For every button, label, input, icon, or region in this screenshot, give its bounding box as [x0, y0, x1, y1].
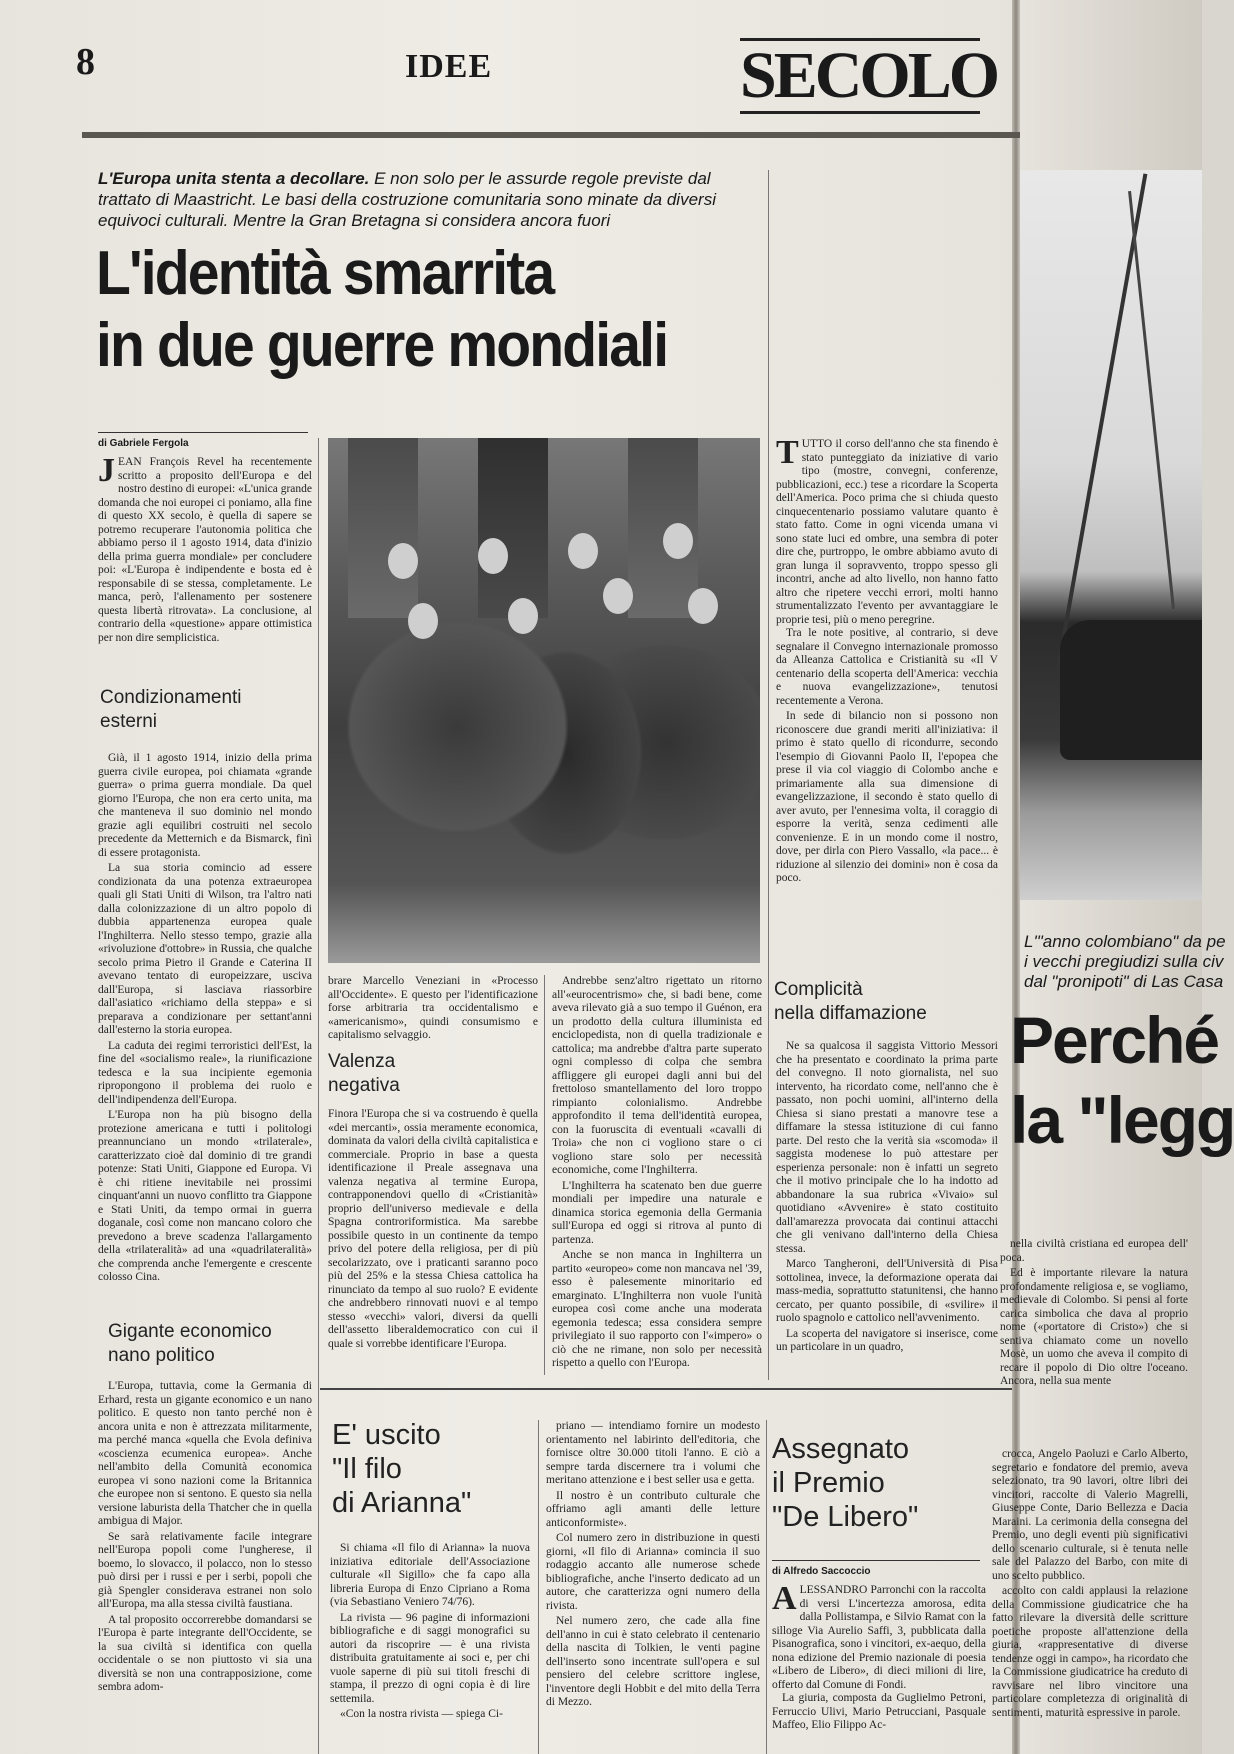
next-page-body: nella civiltà cristiana ed europea dell' poca. Ed è importante rilevare la natura profondamente religiosa e, se vogliamo, medievale di Colombo. Si pensi al forte carica simbolica che dava al proprio nome («portatore di Cristo») che si sentiva chiamato come un novello Mosè, un uomo che aveva il compito di recare il popolo di Dio oltre l'oceano. Ancora, nella sua mente [1000, 1238, 1188, 1387]
section-title: IDEE [405, 48, 493, 85]
column-2-top: brare Marcello Veneziani in «Processo all'Occidente». E questo per l'identificazione forse arbitraria tra occidentalismo e «americanismo», quindi consumismo e capitalismo selvaggio. [328, 975, 538, 1041]
page-number: 8 [76, 41, 95, 83]
headline-line-2: in due guerre mondiali [96, 311, 668, 380]
article-kicker [98, 168, 738, 231]
side-article-intro: TUTTO il corso dell'anno che sta finendo è stato punteggiato da iniziative di vario tipo (mostre, convegni, conferenze, pubblicazioni, ecc.) tese a ricordare la Scoperta dell'America. Poco prima che si chiuda questo cinquecentenario possiamo valutare quanto è stato fatto. Come in ogni vicenda umana vi sono state luci ed ombre, una sembra di poter dire che, purtroppo, le ombre abbiamo avuto di gran lunga il sopravvento, troppo spesso gli incontri, anche ad alto livello, non hanno fatto altro che ripetere vecchi errori, molti hanno strumentalizzato l'evento per avvantaggiare le proprie tesi, più o meno peregrine. Tra le note positive, al contrario, si deve segnalare il Convegno internazionale promosso da Alleanza Cattolica e Cristianità su «Il V centenario della scoperta dell'America: vecchia e nuova evangelizzazione», tenutosi recentemente a Verona. In sede di bilancio non si possono non riconoscere due grandi meriti all'iniziativa: il primo è stato quello di ricondurre, secondo l'esempio di Giovanni Paolo II, l'epopea che prese il via col viaggio di Colombo anche e primariamente alla sua dimensione di evangelizzazione, il secondo è stato quello di aver avuto, per l'ennesima volta, il coraggio di esporre la verità, senza cedimenti alle convenienze. E in un mondo come il nostro, dove, per dirla con Piero Vassallo, «la pace... è riduzione al silenzio dei domini» non è cosa da poco. [776, 434, 998, 884]
headline-line-1: L'identità smarrita [96, 239, 554, 308]
subhead-condizionamenti: Condizionamenti esterni [100, 687, 242, 732]
byline: di Gabriele Fergola [98, 438, 189, 449]
leaders-group-photo [328, 438, 760, 963]
bottom-left-body: Si chiama «Il filo di Arianna» la nuova iniziativa editoriale dell'Associazione culturale «Il Sigillo» che fa capo alla libreria Europa di Enzo Cipriano a Roma (via Sebastiano Veniero 74/76). La rivista — 96 pagine di informazioni bibliografiche e di saggi monografici su autori da riscoprire — è una rivista distribuita gratuitamente ai soci e, per chi vuole saperne di più sui titoli freschi di stampa, il prezzo di ogni copia è di lire settemila. «Con la nostra rivista — spiega Ci- [330, 1542, 530, 1720]
column-1-end: L'Europa, tuttavia, come la Germania di Erhard, resta un gigante economico e un nano politico. E questo non tanto perché non è ancora unita e non è attrezzata militarmente, ma perché manca «quella che Evola definiva «coscienza ecumenica europea». Anche nell'ambito della Comunità economica europea vi sono nazioni come la Britannica che europee non si sentono. E questo sia nella versione laburista della Thatcher che in quella ambigua di Major. Se sarà relativamente facile integrare nell'Europa popoli come l'ungherese, il boemo, lo slovacco, il polacco, non lo stesso può dirsi per i russi e per i serbi, popoli che già Spengler considerava estranei non solo all'Europa, ma alla stessa civiltà faustiana. A tal proposito occorrerebbe domandarsi se l'Europa è parte integrante dell'Occidente, se la sua civiltà si identifica con quella occidentale o se non piuttosto vi sia una diversità se non una contrapposizione, come sembra adom- [98, 1380, 312, 1693]
kicker-lead: L'Europa unita stenta a decollare. [98, 169, 370, 188]
side-article-body: Ne sa qualcosa il saggista Vittorio Messori che ha presentato e coordinato la prima parte del convegno. Il noto giornalista, nel suo intervento, ha ricordato come, nell'anno che è passato, non pochi uomini, all'interno della Chiesa si siano prestati a manovre tese a diffamare la stessa istituzione di cui fanno parte. Del resto che la verità sia «scomoda» il saggista modenese lo può attestare per esperienza personale: non è infatti un segreto che il motivo principale che lo ha indotto ad abbandonare la sua rubrica «Vivaio» sul quotidiano «Avvenire» è stato costituito dall'amarezza provocata dai continui attacchi che gli venivano dall'interno della Chiesa stessa. Marco Tangheroni, dell'Università di Pisa sottolinea, invece, la deformazione operata dai mass-media, soprattutto statunitensi, che hanno cercato, per quanto possibile, di «svilire» il ruolo spagnolo e cattolico nell'avvenimento. La scoperta del navigatore si inserisce, come un particolare in un quadro, [776, 1040, 998, 1353]
subhead-complicita: Complicità nella diffamazione [774, 979, 927, 1024]
subhead-gigante: Gigante economico nano politico [108, 1321, 272, 1366]
bottom-right-body: ALESSANDRO Parronchi con la raccolta di versi L'incertezza amorosa, edita dalla Pollistampa, e Silvio Ramat con la silloge Via Aurelio Saffi, 3, pubblicata dalla Pisanografica, sono i vincitori, ex-aequo, della nona edizione del Premio nazionale di poesia «Libero de Libero», di dieci milioni di lire, offerto dal Comune di Fondi. La giuria, composta da Guglielmo Petroni, Ferruccio Ulivi, Mario Petrucciani, Pasquale Maffeo, Elio Filippo Ac- [772, 1580, 986, 1731]
column-3: Andrebbe senz'altro rigettato un ritorno all'«eurocentrismo» che, si badi bene, come aveva rilevato già a suo tempo il Guénon, era un prodotto della cultura illuminista ed enciclopedista, non di quella tradizionale e cattolica; ma andrebbe d'altra parte superato ogni complesso di colpa che sembra affliggere gli europei dagli anni bui del frettoloso smantellamento del loro troppo rimpianto colonialismo. Andrebbe approfondito il tema dell'identità europea, con la fuoruscita di eventuali «cavalli di Troia» che non ci vogliono stare o ci vogliono stare solo per necessità economiche, come l'Inghilterra. L'Inghilterra ha scatenato ben due guerre mondiali per impedire una naturale e dinamica storica egemonia della Germania sull'Europa ed oggi si ritrova al punto di partenza. Anche se non manca in Inghilterra un partito «europeo» come non mancava nel '39, esso è palesemente minoritario ed emarginato. L'Inghilterra non vuole l'unità europea così come anche una moderata egemonia tedesca; essa considera sempre privilegiato il suo rapporto con l'«impero» o ciò che ne rimane, non solo per necessità rispetto a quello con l'Europa. [552, 975, 762, 1369]
column-1-body: Già, il 1 agosto 1914, inizio della prima guerra civile europea, poi chiamata «grande guerra» o prima guerra mondiale. Da quel giorno l'Europa, che non era certo unita, ma che manteneva il suo dominio nel mondo grazie agli equilibri costruiti nel secolo precedente da Metternich e da Bismarck, finì di essere protagonista. La sua storia comincio ad essere condizionata da una potenza extraeuropea quali gli Stati Uniti di Wilson, tra l'altro nati dalla colonizzazione di un altro popolo di dubbia appartenenza europea quale l'Inghilterra. Nello stesso tempo, grazie alla «rivoluzione d'ottobre» in Russia, che qualche secolo prima Pietro il Grande e Caterina II avevano tentato di europeizzare, usciva dall'Europa, si lasciava riassorbire dall'asiatico «richiamo della steppa» e si preparava a condizionare per settant'anni dall'esterno la storia europea. La caduta dei regimi terroristici dell'Est, la fine del «socialismo reale», la riunificazione tedesca e la sua incipiente egemonia ripropongono il problema dei ruolo e dell'indipendenza dell'Europa. L'Europa non ha più bisogno della protezione americana e tutti i politologi preannunciano un mondo «trilaterale», caratterizzato cioè dal dominio di tre grandi potenze: Stati Uniti, Giappone ed Europa. Vi è chi ritiene inevitabile nei prossimi cinquant'anni un nuovo conflitto tra Giappone e Stati Uniti, da tempo ormai in guerra doganale, così come non mancano coloro che prevedono a breve scadenza l'allargamento della «trilateralità» ad una «quadrilateralità» che comprenda anche l'emergente e crescente colosso Cina. [98, 752, 312, 1283]
subhead-valenza: Valenza negativa [328, 1051, 400, 1096]
bottom-left-headline: E' uscito "Il filo di Arianna" [332, 1419, 472, 1519]
column-2-body: Finora l'Europa che si va costruendo è quella «dei mercanti», ossia meramente economica, dominata da valori della civiltà capitalistica e commerciale. Proprio in base a questa identificazione il Preale assegnava una valenza negativa al termine Europa, contrapponendovi quello di «Cristianità» proprio dell'universo medievale e della Spagna controriformistica. Ma sarebbe possibile questo in un continente da tempo privo del potere della religiosa, per di più secolarizzato, ove i praticanti saranno poco più del 25% e la stessa Chiesa cattolica ha rinunciato da tempo al suo ruolo? E evidente che andrebbero rinnovati nuovi e al tempo stesso «vecchi» valori, diversi da quelli dell'assetto liberaldemocratico con cui il quale si vorrebbe identificare l'Europa. [328, 1108, 538, 1350]
bottom-left-col2: priano — intendiamo fornire un modesto orientamento nel labirinto dell'editoria, che fornisce oltre 30.000 titoli l'anno. E ciò a sempre tarda discernere tra i volumi che meritano attenzione e i best seller usa e getta. Il nostro è un contributo culturale che offriamo agli amanti delle letture anticonformiste». Col numero zero in distribuzione in questi giorni, «Il filo di Arianna» comincia il suo rodaggio accanto alle numerose schede bibliografiche, anche l'inserto dedicato ad un autore, che caratterizza ogni numero della rivista. Nel numero zero, che cade alla fine dell'anno in cui è stato celebrato il centenario della nascita di Tolkien, le venti pagine dell'inserto sono incentrate sull'opera e sul pensiero del celebre scrittore inglese, l'inventore degli Hobbit e del mito della Terra di Mezzo. [546, 1420, 760, 1708]
drop-cap: J [98, 452, 115, 489]
header-rule [82, 132, 1020, 138]
ship-photo [1020, 170, 1202, 900]
column-1-intro: JEAN François Revel ha recentemente scritto a proposito dell'Europa e del nostro destino di europei: «L'unica grande domanda che noi europei ci poniamo, alla fine di questo XX secolo, è quella di sapere se potremo recuperare l'autonomia politica che abbiamo perso il 1 agosto 1914, data d'inizio della prima guerra mondiale» per concludere poi: «L'Europa è indipendente e bosta ed è responsabile di se stessa, completamente. Le manca, però, l'allenamento per sostenere questa libertà ritrovata». La conclusione, al contrario della «questione» appare ottimistica per non dire semplicistica. [98, 452, 313, 644]
bottom-right-headline: Assegnato il Premio "De Libero" [772, 1433, 919, 1533]
kicker-text: E non solo per le assurde regole previste dal trattato di Maastricht. Le basi della costruzione comunitaria sono minate da diversi equivoci culturali. Mentre la Gran Bretagna si considera ancora fuori [98, 169, 716, 230]
ship-caption: L'"anno colombiano" da pe i vecchi pregiudizi sulla civ dal "pronipoti" di Las Casa [1024, 932, 1226, 991]
main-headline [96, 238, 722, 382]
next-page-headline: Perché la "legg [1010, 1003, 1234, 1157]
bottom-right-byline: di Alfredo Saccoccio [772, 1566, 871, 1577]
masthead-logo: SECOLO [740, 39, 998, 112]
next-page-body-2: crocca, Angelo Paoluzi e Carlo Alberto, segretario e fondatore del premio, aveva selezionato, tra 90 lavori, oltre libri dei vincitori, raccolte di Valerio Magrelli, Giuseppe Conte, Dario Bellezza e Dacia Maraini. La cerimonia della consegna del Premio, uno degli eventi più significativi dello scenario culturale, si è tenuta nelle sale del Palazzo del Barbo, con mite di uno scelto pubblico. accolto con caldi applausi la relazione della Commissione giudicatrice che ha fatto rilevare la diversità delle scritture poetiche proposte all'attenzione della giuria, «rappresentative di diverse tendenze oggi in campo», ha ricordato che la Commissione giudicatrice ha creduto di ravvisare nel libro vincitore una particolare completezza di originalità di sentimenti, maturità espressive in parole. [992, 1448, 1188, 1719]
